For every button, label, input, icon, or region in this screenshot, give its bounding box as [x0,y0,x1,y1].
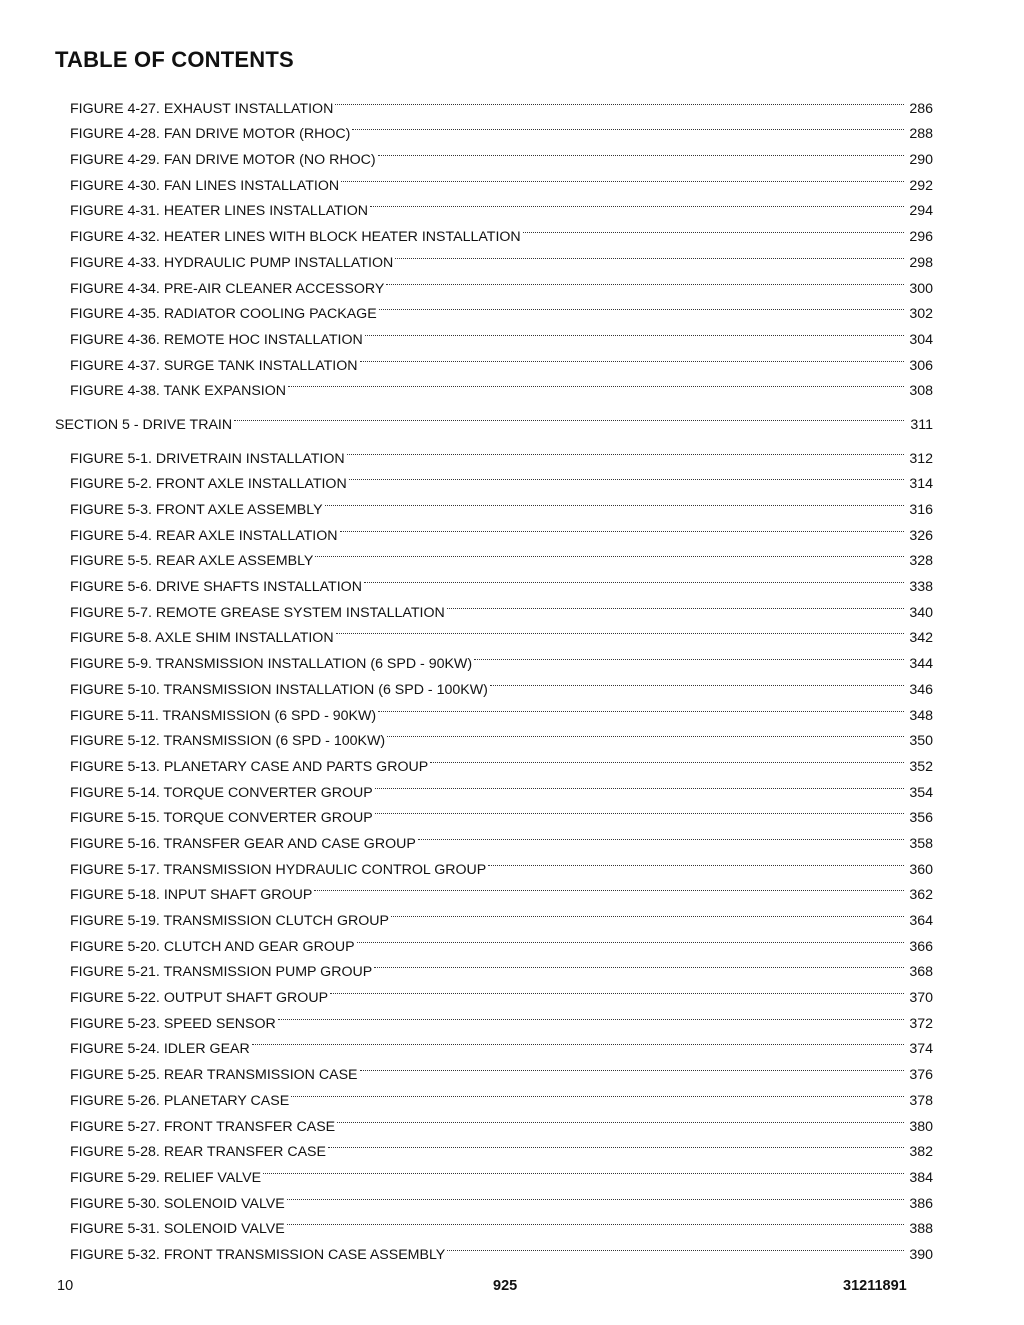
page-title: TABLE OF CONTENTS [55,47,294,72]
toc-entry-label: FIGURE 5-26. PLANETARY CASE [70,1092,290,1109]
toc-entry-page: 390 [909,1246,933,1263]
dot-leader [263,1156,904,1182]
toc-entry-label: FIGURE 4-32. HEATER LINES WITH BLOCK HEATER INSTALLATION [70,229,521,246]
toc-entry-label: FIGURE 5-13. PLANETARY CASE AND PARTS GROUP [70,758,429,775]
toc-entry-page: 364 [909,913,933,929]
dot-leader [430,745,904,771]
toc-entry-label: FIGURE 5-4. REAR AXLE INSTALLATION [70,527,338,544]
toc-entry-page: 338 [909,579,933,596]
toc-entry-label: FIGURE 4-33. HYDRAULIC PUMP INSTALLATION [70,254,394,271]
dot-leader [314,874,904,900]
dot-leader [490,668,904,694]
toc-entry-label: FIGURE 5-9. TRANSMISSION INSTALLATION (6 SPD - 90KW) [70,656,473,673]
toc-entry-label: FIGURE 5-27. FRONT TRANSFER CASE [70,1118,336,1135]
table-of-contents [0,87,1024,1263]
toc-entry-page: 314 [909,476,933,493]
dot-leader [278,1002,904,1028]
dot-leader [336,617,904,643]
dot-leader [325,488,904,514]
dot-leader [375,797,904,823]
toc-entry-label: FIGURE 5-21. TRANSMISSION PUMP GROUP [70,964,373,981]
toc-entry-page: 344 [909,656,933,673]
toc-entry-label: FIGURE 5-29. RELIEF VALVE [70,1169,262,1186]
toc-entry-page: 288 [909,126,933,143]
toc-entry-page: 312 [909,450,933,467]
toc-entry-label: FIGURE 5-6. DRIVE SHAFTS INSTALLATION [70,579,362,596]
toc-entry-label: FIGURE 4-37. SURGE TANK INSTALLATION [70,357,358,374]
toc-entry-label: FIGURE 5-1. DRIVETRAIN INSTALLATION [70,450,345,467]
dot-leader [418,822,904,848]
toc-figure-entry[interactable] [0,437,1024,467]
dot-leader [340,514,904,540]
toc-entry-label: FIGURE 5-2. FRONT AXLE INSTALLATION [70,476,347,493]
toc-entry-label: FIGURE 4-28. FAN DRIVE MOTOR (RHOC) [70,126,351,143]
toc-entry-page: 292 [909,177,933,194]
dot-leader [447,591,904,617]
toc-entry-label: FIGURE 5-30. SOLENOID VALVE [70,1195,285,1212]
toc-entry-page: 356 [909,810,933,827]
toc-entry-label: FIGURE 5-19. TRANSMISSION CLUTCH GROUP [70,913,390,929]
dot-leader [315,540,904,566]
dot-leader [357,925,904,951]
toc-section-entry[interactable] [0,403,1024,433]
toc-entry-page: 380 [909,1118,933,1135]
footer-center-number: 925 [493,1278,518,1294]
dot-leader [330,976,904,1002]
toc-entry-page: 362 [909,887,933,904]
toc-entry-label: FIGURE 4-35. RADIATOR COOLING PACKAGE [70,306,377,323]
toc-entry-label: FIGURE 4-34. PRE-AIR CLEANER ACCESSORY [70,280,385,297]
dot-leader [288,370,904,396]
dot-leader [349,463,904,489]
footer-page-number: 10 [57,1278,74,1294]
toc-entry-label: FIGURE 5-31. SOLENOID VALVE [70,1221,285,1238]
dot-leader [447,1233,904,1259]
toc-entry-page: 368 [909,964,933,981]
toc-entry-label: FIGURE 5-8. AXLE SHIM INSTALLATION [70,630,334,647]
toc-entry-label: FIGURE 5-17. TRANSMISSION HYDRAULIC CONTROL GROUP [70,861,487,878]
dot-leader [370,190,904,216]
toc-entry-label: FIGURE 5-32. FRONT TRANSMISSION CASE ASSEMBLY [70,1246,446,1263]
toc-entry-page: 386 [909,1195,933,1212]
toc-entry-page: 300 [909,280,933,297]
dot-leader [360,344,905,370]
toc-entry-label: FIGURE 5-23. SPEED SENSOR [70,1015,276,1032]
toc-entry-page: 346 [909,681,933,698]
dot-leader [488,848,904,874]
toc-entry-page: 382 [909,1144,933,1161]
toc-entry-label: FIGURE 5-14. TORQUE CONVERTER GROUP [70,784,373,801]
toc-entry-label: FIGURE 5-7. REMOTE GREASE SYSTEM INSTALLATION [70,604,445,621]
dot-leader [335,87,904,113]
toc-entry-page: 342 [909,630,933,647]
toc-entry-label: SECTION 5 - DRIVE TRAIN [55,416,233,433]
toc-entry-page: 316 [909,502,933,518]
toc-entry-page: 388 [909,1221,933,1238]
dot-leader [291,1079,904,1105]
toc-entry-page: 306 [909,357,933,374]
toc-entry-label: FIGURE 5-3. FRONT AXLE ASSEMBLY [70,502,323,518]
dot-leader [341,164,904,190]
toc-entry-page: 311 [910,416,933,433]
dot-leader [337,1105,904,1131]
dot-leader [328,1131,904,1157]
dot-leader [379,293,904,319]
toc-entry-page: 290 [909,152,933,169]
dot-leader [474,642,904,668]
toc-entry-label: FIGURE 5-16. TRANSFER GEAR AND CASE GROUP [70,835,416,852]
toc-entry-label: FIGURE 4-38. TANK EXPANSION [70,383,287,400]
toc-entry-page: 372 [909,1015,933,1032]
dot-leader [364,565,904,591]
toc-entry-page: 298 [909,254,933,271]
dot-leader [523,215,904,241]
toc-entry-label: FIGURE 5-20. CLUTCH AND GEAR GROUP [70,938,355,955]
toc-entry-label: FIGURE 5-18. INPUT SHAFT GROUP [70,887,313,904]
toc-entry-page: 352 [909,758,933,775]
dot-leader [378,694,904,720]
toc-entry-page: 328 [909,553,933,570]
toc-entry-label: FIGURE 5-5. REAR AXLE ASSEMBLY [70,553,314,570]
toc-entry-label: FIGURE 4-29. FAN DRIVE MOTOR (NO RHOC) [70,152,376,169]
footer-document-number: 31211891 [843,1278,907,1294]
toc-entry-label: FIGURE 5-22. OUTPUT SHAFT GROUP [70,990,329,1007]
dot-leader [347,437,904,463]
dot-leader [287,1182,904,1208]
toc-entry-page: 354 [909,784,933,801]
dot-leader [234,403,904,429]
toc-entry-page: 384 [909,1169,933,1186]
toc-entry-page: 340 [909,604,933,621]
toc-entry-page: 350 [909,733,933,750]
toc-entry-page: 378 [909,1092,933,1109]
toc-entry-page: 302 [909,306,933,323]
toc-entry-page: 308 [909,383,933,400]
toc-entry-label: FIGURE 4-30. FAN LINES INSTALLATION [70,177,340,194]
toc-entry-page: 326 [909,527,933,544]
toc-entry-page: 360 [909,861,933,878]
toc-entry-page: 286 [909,100,933,117]
toc-entry-page: 296 [909,229,933,246]
dot-leader [395,241,904,267]
toc-entry-page: 376 [909,1067,933,1084]
toc-entry-label: FIGURE 5-12. TRANSMISSION (6 SPD - 100KW) [70,733,386,750]
dot-leader [352,113,904,139]
toc-entry-label: FIGURE 5-10. TRANSMISSION INSTALLATION (6 SPD - 100KW) [70,681,488,698]
dot-leader [287,1208,904,1234]
toc-entry-label: FIGURE 5-15. TORQUE CONVERTER GROUP [70,810,373,827]
dot-leader [360,1053,905,1079]
toc-entry-page: 348 [909,707,933,724]
toc-entry-page: 294 [909,203,933,220]
toc-entry-page: 366 [909,938,933,955]
dot-leader [391,899,904,925]
toc-entry-label: FIGURE 5-25. REAR TRANSMISSION CASE [70,1067,358,1084]
dot-leader [386,267,904,293]
dot-leader [252,1028,904,1054]
toc-entry-page: 304 [909,331,933,348]
toc-entry-page: 370 [909,990,933,1007]
toc-entry-label: FIGURE 5-28. REAR TRANSFER CASE [70,1144,326,1161]
toc-entry-label: FIGURE 5-24. IDLER GEAR [70,1041,250,1058]
dot-leader [387,720,904,746]
dot-leader [375,771,904,797]
toc-entry-label: FIGURE 4-36. REMOTE HOC INSTALLATION [70,331,363,348]
dot-leader [365,318,904,344]
toc-entry-label: FIGURE 5-11. TRANSMISSION (6 SPD - 90KW) [70,707,377,724]
toc-figure-entry[interactable] [0,87,1024,117]
dot-leader [374,951,904,977]
toc-entry-page: 358 [909,835,933,852]
toc-entry-label: FIGURE 4-31. HEATER LINES INSTALLATION [70,203,369,220]
dot-leader [378,138,904,164]
toc-entry-label: FIGURE 4-27. EXHAUST INSTALLATION [70,100,334,117]
toc-entry-page: 374 [909,1041,933,1058]
